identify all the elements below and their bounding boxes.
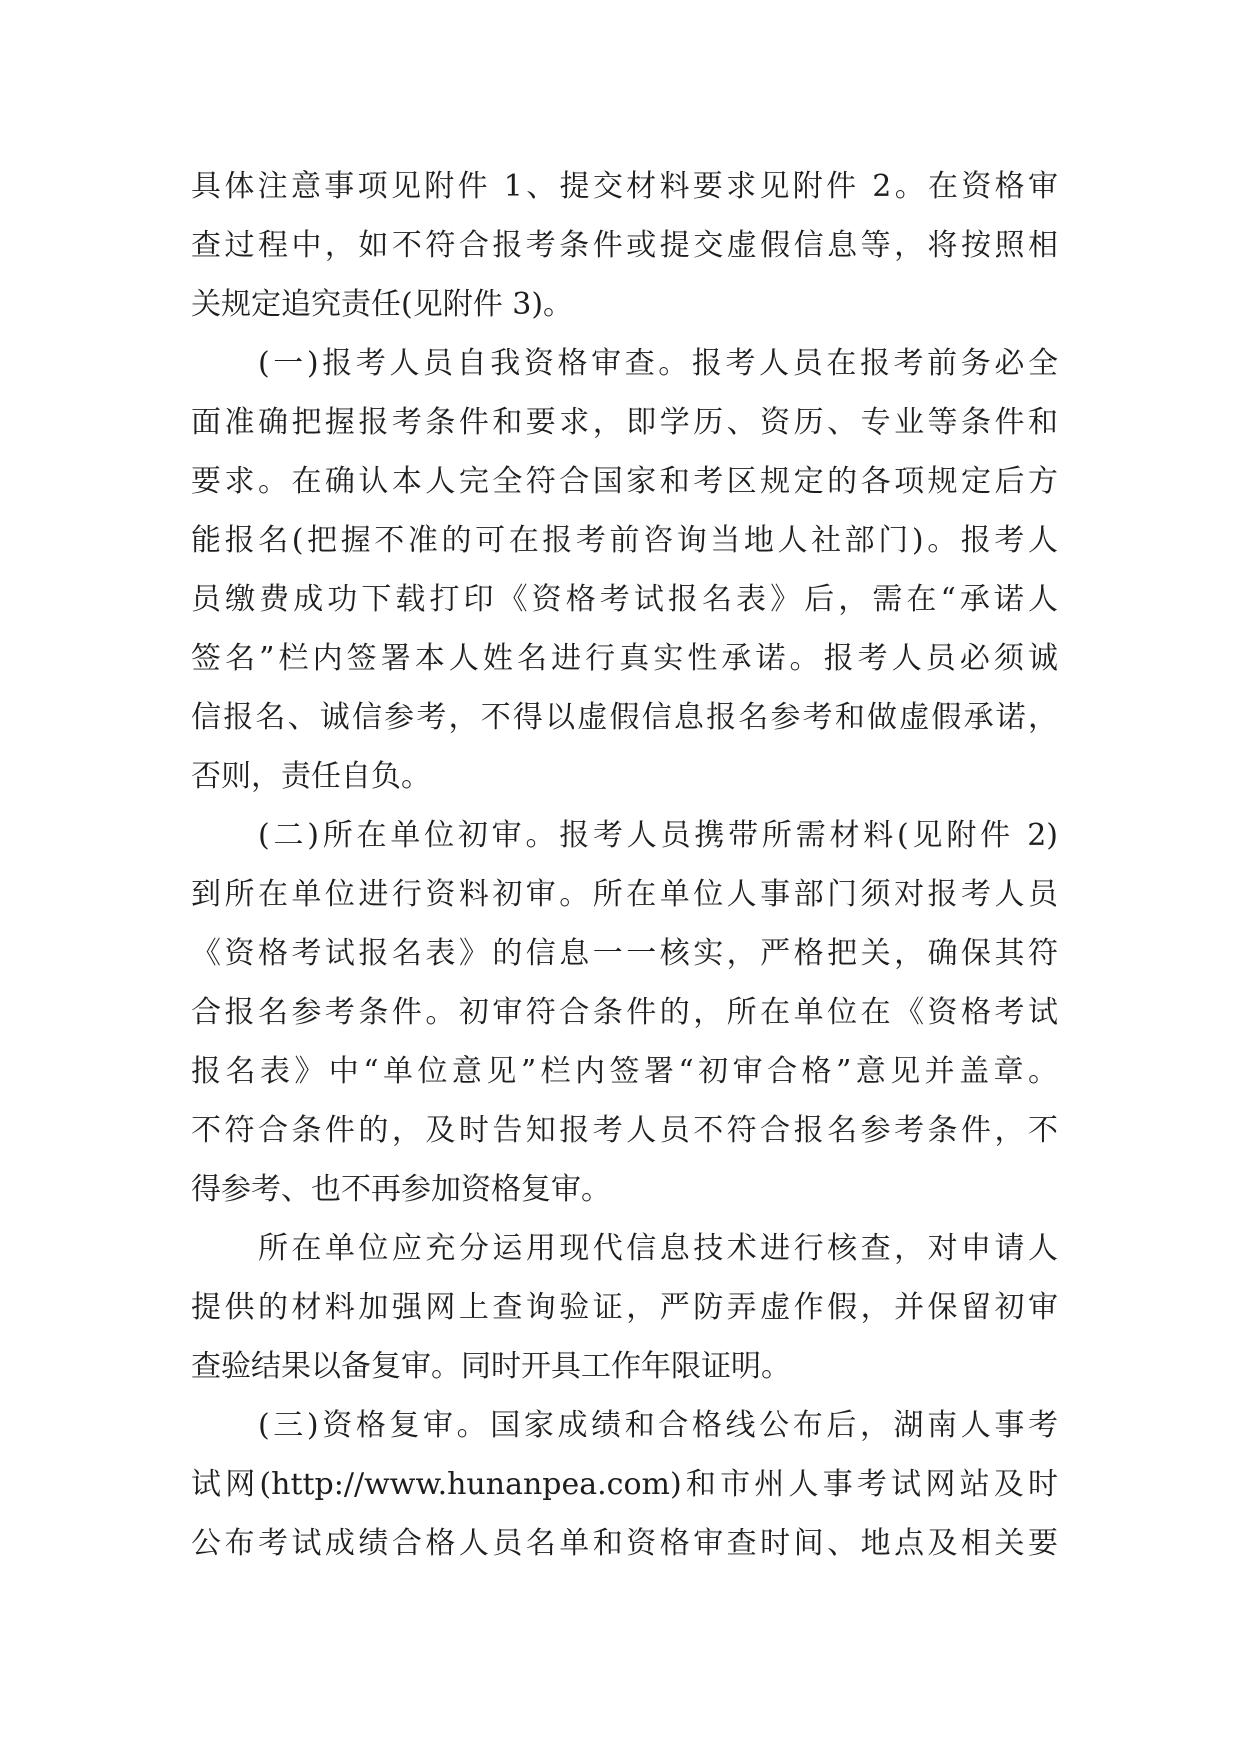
paragraph: [191, 334, 1058, 806]
text-line: 不符合条件的，及时告知报考人员不符合报名参考条件，不: [191, 1113, 1058, 1148]
paragraph: [191, 157, 1058, 334]
text-line: (二)所在单位初审。报考人员携带所需材料(见附件 2): [258, 818, 1058, 853]
text-line: 否则，责任自负。: [191, 759, 431, 794]
text-line: 关规定追究责任(见附件 3)。: [191, 287, 574, 322]
text-line: 签名”栏内签署本人姓名进行真实性承诺。报考人员必须诚: [191, 641, 1058, 676]
paragraph: [191, 1219, 1058, 1396]
text-line: 要求。在确认本人完全符合国家和考区规定的各项规定后方: [191, 464, 1058, 499]
text-line: 试网(http://www.hunanpea.com)和市州人事考试网站及时: [191, 1467, 1058, 1502]
text-line: 报名表》中“单位意见”栏内签署“初审合格”意见并盖章。: [191, 1054, 1058, 1089]
paragraph: [191, 1396, 1058, 1573]
text-line: 合报名参考条件。初审符合条件的，所在单位在《资格考试: [191, 995, 1058, 1030]
text-line: 公布考试成绩合格人员名单和资格审查时间、地点及相关要: [191, 1526, 1058, 1561]
document-body: [191, 157, 1058, 1573]
text-line: (一)报考人员自我资格审查。报考人员在报考前务必全: [258, 346, 1058, 381]
text-line: 查验结果以备复审。同时开具工作年限证明。: [191, 1349, 791, 1384]
text-line: 得参考、也不再参加资格复审。: [191, 1172, 611, 1207]
text-line: 员缴费成功下载打印《资格考试报名表》后，需在“承诺人: [191, 582, 1058, 617]
paragraph: [191, 806, 1058, 1219]
text-line: (三)资格复审。国家成绩和合格线公布后，湖南人事考: [258, 1408, 1058, 1443]
text-line: 到所在单位进行资料初审。所在单位人事部门须对报考人员: [191, 877, 1058, 912]
text-line: 查过程中，如不符合报考条件或提交虚假信息等，将按照相: [191, 228, 1058, 263]
text-line: 提供的材料加强网上查询验证，严防弄虚作假，并保留初审: [191, 1290, 1058, 1325]
text-line: 面准确把握报考条件和要求，即学历、资历、专业等条件和: [191, 405, 1058, 440]
text-line: 能报名(把握不准的可在报考前咨询当地人社部门)。报考人: [191, 523, 1058, 558]
text-line: 《资格考试报名表》的信息一一核实，严格把关，确保其符: [191, 936, 1058, 971]
text-line: 具体注意事项见附件 1、提交材料要求见附件 2。在资格审: [191, 169, 1058, 204]
text-line: 信报名、诚信参考，不得以虚假信息报名参考和做虚假承诺，: [191, 700, 1058, 735]
text-line: 所在单位应充分运用现代信息技术进行核查，对申请人: [258, 1231, 1058, 1266]
